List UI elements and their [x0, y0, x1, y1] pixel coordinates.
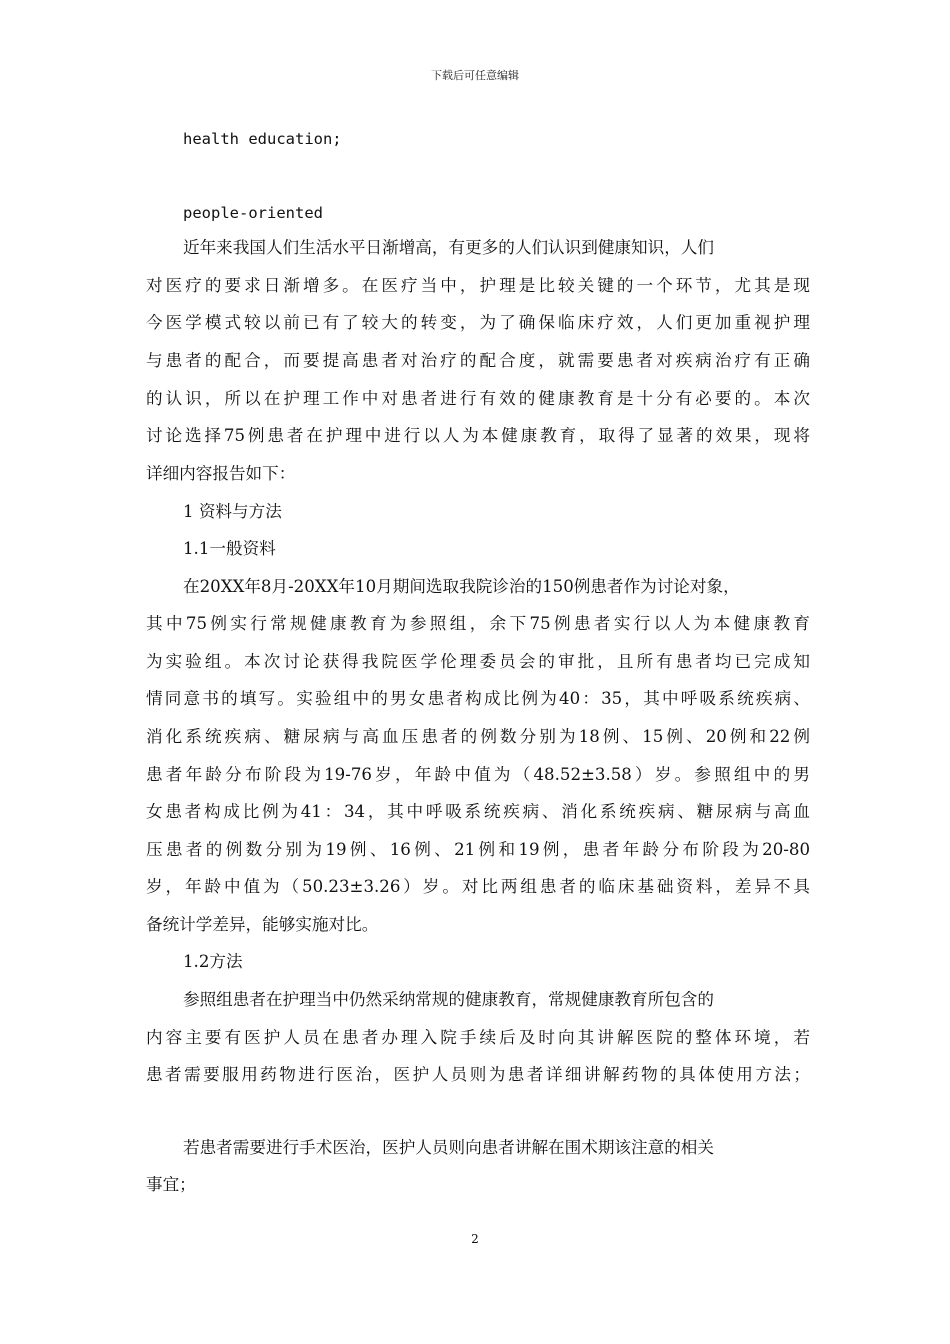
keyword-line: people-oriented — [183, 204, 323, 222]
text-line: 其中75例实行常规健康教育为参照组，余下75例患者实行以人为本健康教育 — [146, 614, 810, 633]
text-line: 患者年龄分布阶段为19-76岁，年龄中值为（48.52±3.58）岁。参照组中的男 — [146, 765, 810, 784]
section-heading: 1 资料与方法 — [183, 502, 282, 521]
text-line: 讨论选择75例患者在护理中进行以人为本健康教育，取得了显著的效果，现将 — [146, 426, 810, 445]
subsection-heading: 1.1一般资料 — [183, 539, 276, 558]
page-number: 2 — [471, 1232, 479, 1246]
text-line: 参照组患者在护理当中仍然采纳常规的健康教育，常规健康教育所包含的 — [183, 990, 714, 1009]
text-line: 若患者需要进行手术医治，医护人员则向患者讲解在围术期该注意的相关 — [183, 1138, 714, 1157]
text-line: 今医学模式较以前已有了较大的转变，为了确保临床疗效，人们更加重视护理 — [146, 313, 810, 332]
page-header: 下载后可任意编辑 — [431, 69, 519, 82]
text-line: 的认识，所以在护理工作中对患者进行有效的健康教育是十分有必要的。本次 — [146, 389, 810, 408]
text-line: 近年来我国人们生活水平日渐增高，有更多的人们认识到健康知识，人们 — [183, 238, 714, 257]
keyword-line: health education; — [183, 130, 342, 148]
text-line: 事宜； — [146, 1175, 196, 1194]
text-line: 内容主要有医护人员在患者办理入院手续后及时向其讲解医院的整体环境，若 — [146, 1028, 810, 1047]
text-line: 情同意书的填写。实验组中的男女患者构成比例为40：35，其中呼吸系统疾病、 — [146, 689, 810, 708]
text-line: 与患者的配合，而要提高患者对治疗的配合度，就需要患者对疾病治疗有正确 — [146, 351, 810, 370]
text-line: 为实验组。本次讨论获得我院医学伦理委员会的审批，且所有患者均已完成知 — [146, 652, 810, 671]
text-line: 备统计学差异，能够实施对比。 — [146, 915, 379, 934]
subsection-heading: 1.2方法 — [183, 952, 243, 971]
text-line: 消化系统疾病、糖尿病与高血压患者的例数分别为18例、15例、20例和22例 — [146, 727, 810, 746]
text-line: 对医疗的要求日渐增多。在医疗当中，护理是比较关键的一个环节，尤其是现 — [146, 276, 810, 295]
text-line: 岁，年龄中值为（50.23±3.26）岁。对比两组患者的临床基础资料，差异不具 — [146, 877, 810, 896]
text-line: 在20XX年8月-20XX年10月期间选取我院诊治的150例患者作为讨论对象， — [183, 577, 740, 596]
text-line: 女患者构成比例为41：34，其中呼吸系统疾病、消化系统疾病、糖尿病与高血 — [146, 802, 810, 821]
text-line: 压患者的例数分别为19例、16例、21例和19例，患者年龄分布阶段为20-80 — [146, 840, 810, 859]
text-line: 患者需要服用药物进行医治，医护人员则为患者详细讲解药物的具体使用方法； — [146, 1065, 810, 1084]
text-line: 详细内容报告如下： — [146, 464, 296, 483]
